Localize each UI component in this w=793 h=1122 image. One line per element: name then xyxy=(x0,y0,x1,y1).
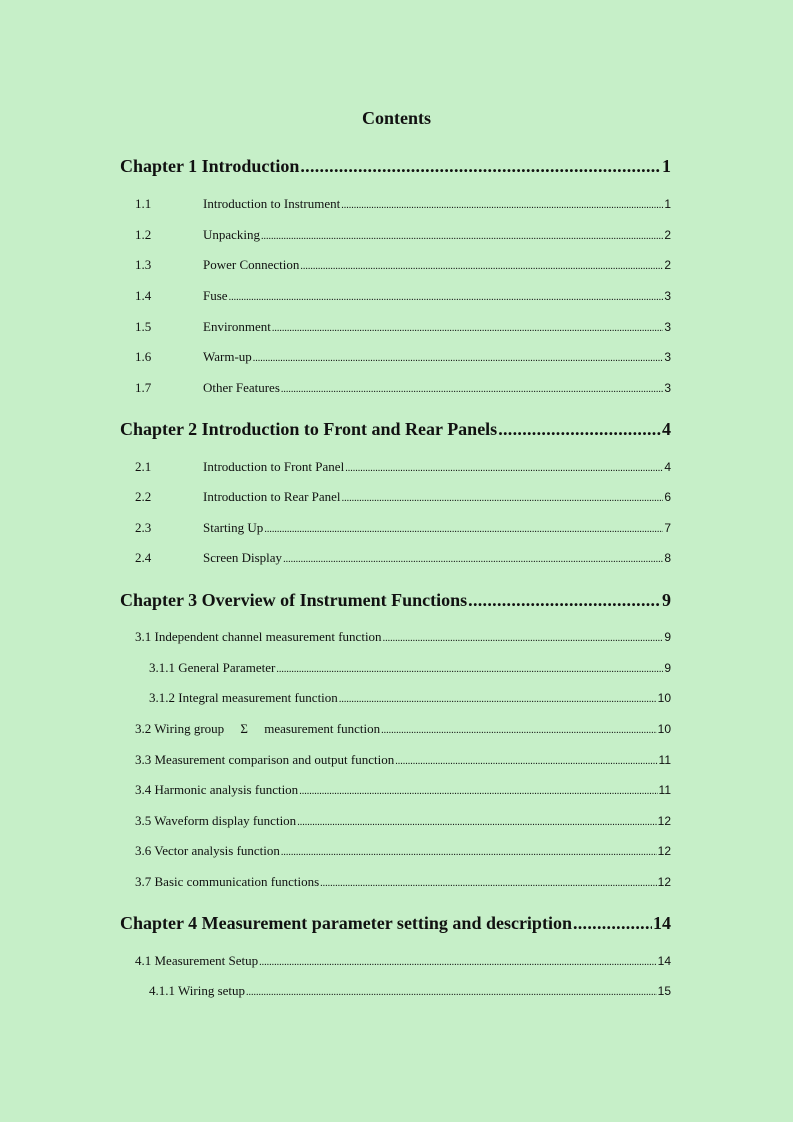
section-title: Fuse xyxy=(203,288,228,303)
dot-leader xyxy=(276,661,663,679)
page-number: 14 xyxy=(657,954,671,968)
page-number: 3 xyxy=(664,381,671,395)
section-title: 3.2 Wiring group Σ measurement function xyxy=(135,721,381,736)
dot-leader xyxy=(297,814,656,832)
page-number: 9 xyxy=(664,630,671,644)
toc-entry-1-6[interactable] xyxy=(135,348,671,368)
dot-leader xyxy=(383,630,664,648)
dot-leader xyxy=(342,490,664,508)
section-number: 1.4 xyxy=(135,288,152,303)
toc-entry-1-4[interactable] xyxy=(135,287,671,307)
section-number: 1.3 xyxy=(135,257,152,272)
section-number: 1.2 xyxy=(135,227,152,242)
page-number: 1 xyxy=(662,156,671,176)
toc-entry-4-1[interactable] xyxy=(135,952,671,972)
toc-chapter-1[interactable] xyxy=(120,154,671,178)
dot-leader xyxy=(381,722,657,740)
chapter-title: Chapter 3 Overview of Instrument Functions xyxy=(120,590,468,610)
dot-leader xyxy=(468,588,661,612)
section-title: 3.5 Waveform display function xyxy=(135,813,297,828)
toc-chapter-3[interactable] xyxy=(120,588,671,612)
section-title: 3.3 Measurement comparison and output function xyxy=(135,752,395,767)
section-title: Unpacking xyxy=(203,227,261,242)
section-title: 3.1.1 General Parameter xyxy=(149,660,276,675)
page-number: 12 xyxy=(657,814,671,828)
section-number: 1.1 xyxy=(135,196,152,211)
dot-leader xyxy=(341,197,663,215)
section-title: Introduction to Instrument xyxy=(203,196,341,211)
dot-leader xyxy=(229,289,664,307)
toc-entry-3-5[interactable] xyxy=(135,812,671,832)
toc-entry-1-7[interactable] xyxy=(135,379,671,399)
dot-leader xyxy=(345,460,663,478)
section-number: 2.3 xyxy=(135,520,152,535)
page-number: 15 xyxy=(657,984,671,998)
page-number: 3 xyxy=(664,289,671,303)
page-number: 3 xyxy=(664,320,671,334)
section-title: 3.7 Basic communication functions xyxy=(135,874,320,889)
section-number: 1.6 xyxy=(135,349,152,364)
dot-leader xyxy=(299,783,657,801)
section-title: 3.1 Independent channel measurement function xyxy=(135,629,382,644)
toc-entry-1-5[interactable] xyxy=(135,318,671,338)
dot-leader xyxy=(395,753,657,771)
chapter-title: Chapter 1 Introduction xyxy=(120,156,300,176)
section-number: 1.5 xyxy=(135,319,152,334)
section-title: 4.1.1 Wiring setup xyxy=(149,983,246,998)
section-number: 2.1 xyxy=(135,459,152,474)
section-number: 2.4 xyxy=(135,550,152,565)
section-number: 2.2 xyxy=(135,489,152,504)
section-title: Environment xyxy=(203,319,271,334)
page-number: 1 xyxy=(664,197,671,211)
toc-entry-1-3[interactable] xyxy=(135,256,671,276)
toc-chapter-2[interactable] xyxy=(120,417,671,441)
section-title: Starting Up xyxy=(203,520,264,535)
page-number: 12 xyxy=(657,875,671,889)
section-title: 3.4 Harmonic analysis function xyxy=(135,782,299,797)
toc-entry-2-2[interactable] xyxy=(135,488,671,508)
section-title: Screen Display xyxy=(203,550,283,565)
section-title: 3.6 Vector analysis function xyxy=(135,843,280,858)
section-title: 3.1.2 Integral measurement function xyxy=(149,690,338,705)
toc-entry-3-7[interactable] xyxy=(135,873,671,893)
section-title: Other Features xyxy=(203,380,280,395)
dot-leader xyxy=(281,381,663,399)
dot-leader xyxy=(320,875,657,893)
toc-entry-3-1-1[interactable] xyxy=(149,659,671,679)
page-number: 11 xyxy=(658,753,671,767)
section-title: 4.1 Measurement Setup xyxy=(135,953,259,968)
toc-entry-3-4[interactable] xyxy=(135,781,671,801)
dot-leader xyxy=(498,417,661,441)
toc-entry-3-1-2[interactable] xyxy=(149,689,671,709)
section-title: Warm-up xyxy=(203,349,252,364)
dot-leader xyxy=(300,258,663,276)
toc-entry-1-1[interactable] xyxy=(135,195,671,215)
page-number: 9 xyxy=(664,661,671,675)
toc-chapter-4[interactable] xyxy=(120,911,671,935)
dot-leader xyxy=(573,911,652,935)
toc-entry-2-3[interactable] xyxy=(135,519,671,539)
page-title: Contents xyxy=(361,108,431,128)
page-number: 12 xyxy=(657,844,671,858)
toc-entry-3-2[interactable] xyxy=(135,720,671,740)
dot-leader xyxy=(300,154,661,178)
page-number: 10 xyxy=(657,722,671,736)
page-number: 6 xyxy=(664,490,671,504)
page-number: 4 xyxy=(664,460,671,474)
dot-leader xyxy=(261,228,663,246)
dot-leader xyxy=(281,844,657,862)
dot-leader xyxy=(283,551,663,569)
page-number: 2 xyxy=(664,228,671,242)
section-title: Introduction to Front Panel xyxy=(203,459,345,474)
page-number: 3 xyxy=(664,350,671,364)
dot-leader xyxy=(264,521,663,539)
toc-entry-3-6[interactable] xyxy=(135,842,671,862)
section-number: 1.7 xyxy=(135,380,152,395)
toc-entry-2-4[interactable] xyxy=(135,549,671,569)
section-title: Introduction to Rear Panel xyxy=(203,489,341,504)
page-number: 10 xyxy=(657,691,671,705)
section-title: Power Connection xyxy=(203,257,300,272)
dot-leader xyxy=(246,984,657,1002)
dot-leader xyxy=(339,691,657,709)
dot-leader xyxy=(272,320,663,338)
chapter-title: Chapter 2 Introduction to Front and Rear Panels xyxy=(120,419,498,439)
page-number: 4 xyxy=(662,419,671,439)
toc-entry-3-1[interactable] xyxy=(135,628,671,648)
page-number: 7 xyxy=(664,521,671,535)
page-number: 9 xyxy=(662,590,671,610)
dot-leader xyxy=(253,350,664,368)
chapter-title: Chapter 4 Measurement parameter setting and description xyxy=(120,913,572,933)
page-number: 11 xyxy=(658,783,671,797)
page-number: 2 xyxy=(664,258,671,272)
toc-entry-3-3[interactable] xyxy=(135,751,671,771)
toc-entry-4-1-1[interactable] xyxy=(149,982,671,1002)
toc-entry-1-2[interactable] xyxy=(135,226,671,246)
toc-entry-2-1[interactable] xyxy=(135,458,671,478)
page-number: 14 xyxy=(653,913,671,933)
dot-leader xyxy=(259,954,657,972)
page-number: 8 xyxy=(664,551,671,565)
